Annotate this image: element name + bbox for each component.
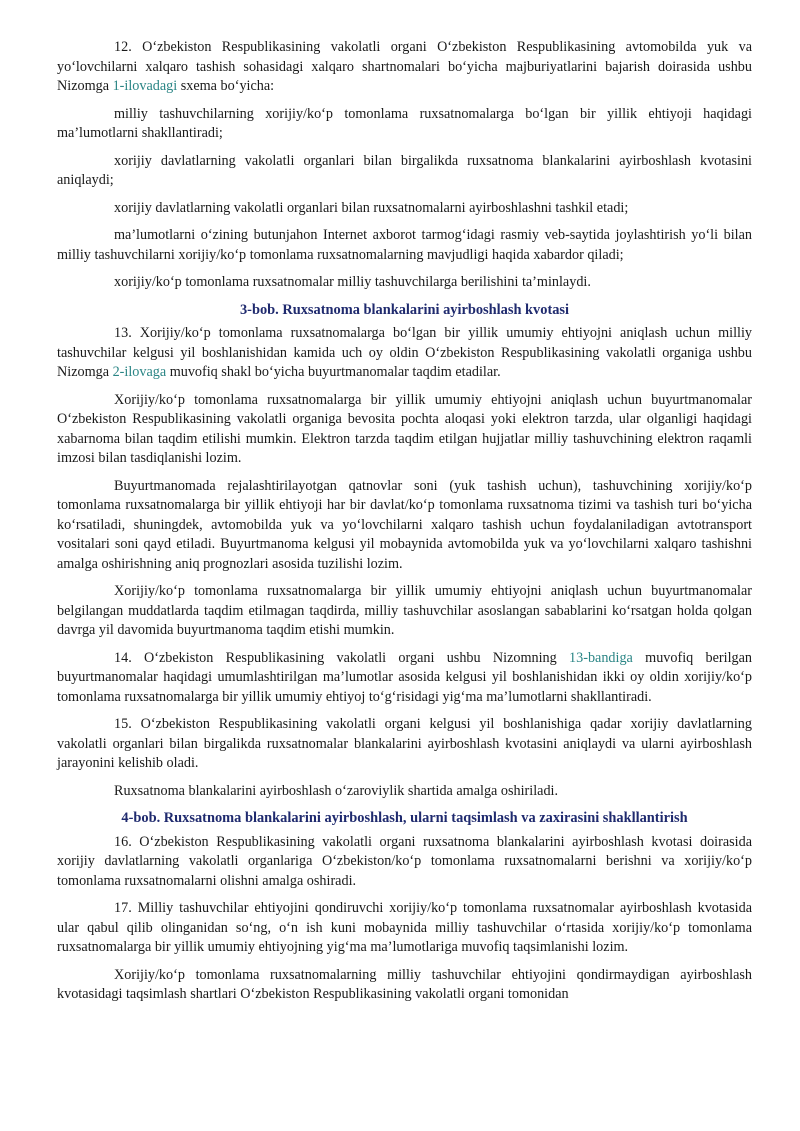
paragraph-14-text-before: 14. O‘zbekiston Respublikasining vakolatli organi ushbu Nizomning <box>114 649 570 666</box>
paragraph-12-text-before: 12. O‘zbekiston Respublikasining vakolatli organi O‘zbekiston Respublikasining avtomobilda yuk va yo‘lovchilarni xalqaro tashish sohasidagi xalqaro shartnomalari bo‘yicha majburiyatlarini bajarish doirasida ushbu Nizomga <box>57 39 752 94</box>
paragraph-12 <box>57 38 752 97</box>
paragraph-13-part-3: Buyurtmanomada rejalashtirilayotgan qatnovlar soni (yuk tashish uchun), tashuvchining xorijiy/ko‘p tomonlama ruxsatnomalarga bir yillik ehtiyoji har bir davlat/ko‘p tomonlama ruxsatnoma tizimi va tashish turi bo‘yicha ko‘rsatiladi, shuningdek, avtomobilda yuk va yo‘lovchilarni xalqaro tashish uchun foydalaniladigan avtotransport vositalari soni qayd etiladi. Buyurtmanoma kelgusi yil mobaynida avtomobilda yuk va yo‘lovchilarni xalqaro tashishni amalga oshirishning aniq prognozlari asosida tuzilishi lozim. <box>57 477 752 572</box>
paragraph-17: 17. Milliy tashuvchilar ehtiyojini qondiruvchi xorijiy/ko‘p tomonlama ruxsatnomalar ayirboshlash kvotasida ular qabul qilib olinganidan so‘ng, o‘n ish kuni mobaynida milliy tashuvchilar o‘rtasida xorijiy/ko‘p tomonlama ruxsatnomalarga bir yillik umumiy ehtiyojning yig‘ma ma’lumotlariga muvofiq taqsimlanishi lozim. <box>57 900 752 955</box>
clause-13-link[interactable]: 13-bandiga <box>569 649 633 666</box>
paragraph-13-text-before: 13. Xorijiy/ko‘p tomonlama ruxsatnomalarga bo‘lgan bir yillik umumiy ehtiyojni aniqlash uchun milliy tashuvchilar kelgusi yil boshlanishidan kamida uch oy oldin O‘zbekiston Respublikasining vakolatli organiga ushbu Nizomga <box>57 325 752 380</box>
paragraph-14-text-after: muvofiq berilgan buyurtmanomalar haqidagi umumlashtirilgan ma’lumotlar asosida kelgusi yil boshlanishidan ikki oy oldin xorijiy/ko‘p tomonlama ruxsatnomalarga bir yillik umumiy ehtiyoj to‘g‘risidagi yig‘ma ma’lumotlarni shakllantiradi. <box>57 649 753 705</box>
paragraph-12-item-1: milliy tashuvchilarning xorijiy/ko‘p tomonlama ruxsatnomalarga bo‘lgan bir yillik ehtiyoji haqidagi ma’lumotlarni shakllantiradi; <box>57 105 752 141</box>
annex-2-link[interactable]: 2-ilovaga <box>112 364 167 380</box>
paragraph-12-item-2: xorijiy davlatlarning vakolatli organlari bilan birgalikda ruxsatnoma blankalarini ayirboshlash kvotasini aniqlaydi; <box>57 152 752 188</box>
paragraph-17-part-2: Xorijiy/ko‘p tomonlama ruxsatnomalarning milliy tashuvchilar ehtiyojini qondirmaydigan ayirboshlash kvotasidagi taqsimlash shartlari O‘zbekiston Respublikasining vakolatli organi tomonidan <box>57 966 752 1002</box>
paragraph-13-part-2: Xorijiy/ko‘p tomonlama ruxsatnomalarga bir yillik umumiy ehtiyojni aniqlash uchun buyurtmanomalar O‘zbekiston Respublikasining vakolatli organiga bevosita pochta aloqasi yoki elektron tarzda, ular olganligi haqidagi xabarnoma bilan taqdim etilishi mumkin. Elektron tarzda taqdim etilgan hujjatlar milliy tashuvchining elektron raqamli imzosi bilan tasdiqlanishi lozim. <box>57 391 752 466</box>
paragraph-13 <box>57 324 752 383</box>
chapter-4-heading: 4-bob. Ruxsatnoma blankalarini ayirboshlash, ularni taqsimlash va zaxirasini shakllantirish <box>121 810 688 826</box>
document-page <box>57 38 752 1013</box>
paragraph-16: 16. O‘zbekiston Respublikasining vakolatli organi ruxsatnoma blankalarini ayirboshlash kvotasi doirasida xorijiy davlatlarning vakolatli organlariga O‘zbekiston/ko‘p tomonlama ruxsatnomalarni berishni va xorijiy/ko‘p tomonlama ruxsatnomalarni olishni amalga oshiradi. <box>57 833 752 889</box>
paragraph-15: 15. O‘zbekiston Respublikasining vakolatli organi kelgusi yil boshlanishiga qadar xorijiy davlatlarning vakolatli organlari bilan birgalikda ruxsatnomalar blankalarini ayirboshlash kvotasini aniqlaydi va ularni ayirboshlash jarayonini kelishib oladi. <box>57 716 752 771</box>
paragraph-15-part-2: Ruxsatnoma blankalarini ayirboshlash o‘zaroviylik shartida amalga oshiriladi. <box>114 782 559 799</box>
annex-1-link[interactable]: 1-ilovadagi <box>112 78 178 94</box>
paragraph-12-item-3: xorijiy davlatlarning vakolatli organlari bilan ruxsatnomalarni ayirboshlashni tashkil etadi; <box>114 199 629 216</box>
paragraph-13-text-after: muvofiq shakl bo‘yicha buyurtmanomalar taqdim etadilar. <box>166 364 501 380</box>
paragraph-14 <box>57 649 752 708</box>
paragraph-12-item-4: ma’lumotlarni o‘zining butunjahon Internet axborot tarmog‘idagi rasmiy veb-saytida joylashtirish yo‘li bilan milliy tashuvchilarni xorijiy/ko‘p tomonlama ruxsatnomalarning mavjudligi haqida xabardor qiladi; <box>57 227 752 263</box>
chapter-3-heading: 3-bob. Ruxsatnoma blankalarini ayirboshlash kvotasi <box>239 301 570 318</box>
paragraph-12-item-5: xorijiy/ko‘p tomonlama ruxsatnomalar milliy tashuvchilarga berilishini ta’minlaydi. <box>114 274 591 290</box>
paragraph-12-text-after: sxema bo‘yicha: <box>177 78 275 94</box>
paragraph-13-part-4: Xorijiy/ko‘p tomonlama ruxsatnomalarga bir yillik umumiy ehtiyojni aniqlash uchun buyurtmanomalar belgilangan muddatlarda taqdim etilmagan taqdirda, milliy tashuvchilar asoslangan sabablarini ko‘rsatgan holda qolgan davrga yil davomida buyurtmanoma taqdim etishi mumkin. <box>57 583 752 638</box>
